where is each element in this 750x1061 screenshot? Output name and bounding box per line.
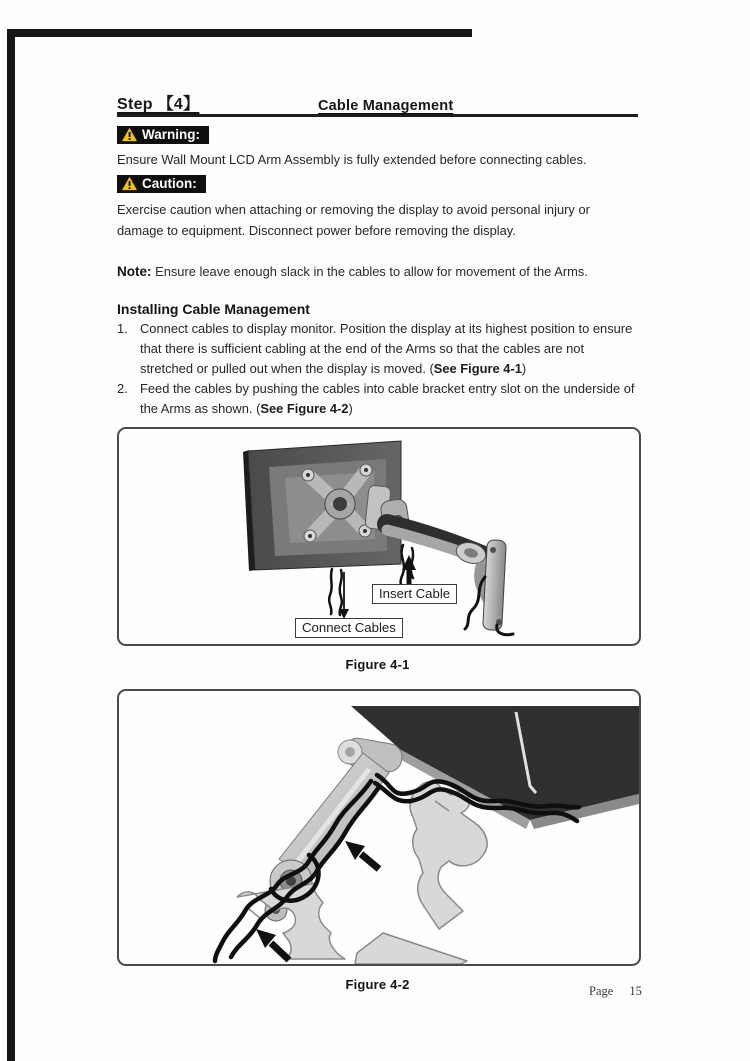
insert-cable-arrow (402, 555, 416, 585)
warning-text: Ensure Wall Mount LCD Arm Assembly is fully extended before connecting cables. (117, 152, 587, 167)
step-figure-ref: See Figure 4-1 (433, 361, 522, 376)
list-item-text (140, 319, 638, 379)
note-paragraph (117, 263, 638, 281)
scan-artifact-left (7, 29, 15, 1061)
instruction-list (117, 319, 638, 419)
figure-4-1-caption: Figure 4-1 (345, 657, 410, 672)
caution-triangle-icon (121, 176, 138, 191)
figure-4-1-illustration (119, 429, 639, 644)
list-item-number: 1. (117, 321, 128, 336)
step-label: Step 【4】 (117, 96, 200, 113)
step-text-close: ) (348, 401, 353, 416)
insert-cable-label: Insert Cable (372, 584, 457, 604)
warning-label: Warning: (142, 127, 200, 142)
step-text: Connect cables to display monitor. Position the display at its highest position to ensure that there is sufficient cabling at the end of the Arms so that the cables are not stretched or pulled out when the display is moved. ( (140, 321, 633, 376)
note-label: Note: (117, 264, 152, 279)
caution-label: Caution: (142, 176, 197, 191)
warning-badge (117, 126, 209, 144)
step-text-close: ) (521, 361, 527, 376)
section-heading: Installing Cable Management (117, 301, 310, 317)
page-footer-label: Page (589, 984, 614, 998)
list-item-number: 2. (117, 381, 128, 396)
step-figure-ref: See Figure 4-2 (260, 401, 349, 416)
figure-4-1 (117, 427, 641, 646)
step-text: Feed the cables by pushing the cables into cable bracket entry slot on the underside of the Arms as shown. ( (140, 381, 635, 416)
caution-badge (117, 175, 206, 193)
caution-text: Exercise caution when attaching or removing the display to avoid personal injury or damage to equipment. Disconnect power before removing the display. (117, 202, 590, 238)
figure-4-2 (117, 689, 641, 966)
manual-page (117, 97, 638, 992)
scan-artifact-top (7, 29, 472, 37)
page-header (117, 97, 638, 117)
list-item-text (140, 379, 638, 419)
note-text: Ensure leave enough slack in the cables to allow for movement of the Arms. (155, 264, 588, 279)
warning-triangle-icon (121, 127, 138, 142)
figure-4-2-caption: Figure 4-2 (345, 977, 410, 992)
page-number: 15 (629, 984, 642, 998)
page-footer (589, 984, 642, 999)
figure-4-2-illustration (119, 691, 639, 964)
connect-cables-label: Connect Cables (295, 618, 403, 638)
list-item (117, 319, 638, 379)
page-title: Cable Management (318, 98, 454, 114)
list-item (117, 379, 638, 419)
